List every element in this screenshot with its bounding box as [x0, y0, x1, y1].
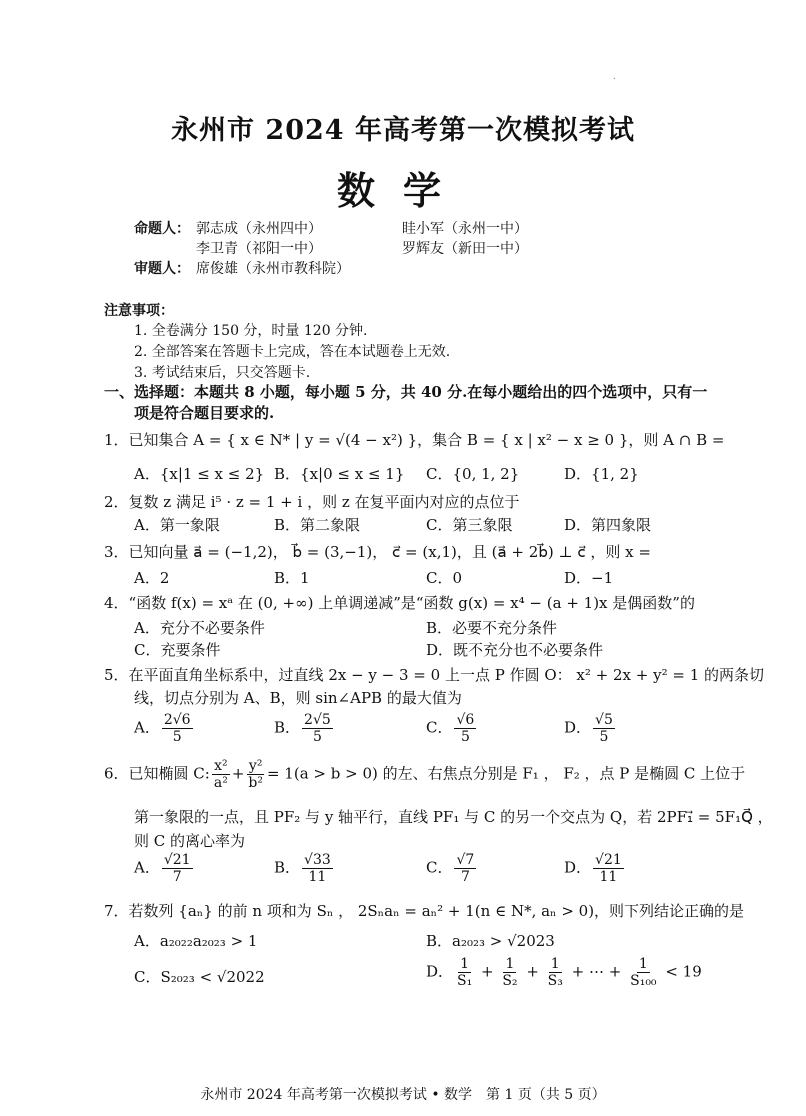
q5-b-denominator: 5 — [312, 729, 322, 746]
author-3: 李卫青（祁阳一中） — [196, 241, 322, 257]
q6-d-denominator: 11 — [599, 869, 618, 886]
q7-option-d-label: D． — [426, 962, 454, 981]
q4-stem: 4．“函数 f(x) = xᵃ 在 (0, +∞) 上单调递减”是“函数 g(x) = x⁴ − (a + 1)x 是偶函数”的 — [104, 594, 695, 612]
q2-stem: 2．复数 z 满足 i⁵ · z = 1 + i ，则 z 在复平面内对应的点位于 — [104, 493, 520, 511]
q7-d-term-3-denominator: S₃ — [547, 973, 563, 990]
q6-plus-sign: + — [231, 764, 245, 783]
q5-option-c-label: C． — [426, 718, 453, 737]
q5-b-numerator: 2√5 — [304, 712, 331, 728]
q6-option-d — [564, 852, 626, 885]
exam-subject: 数学 — [336, 168, 469, 213]
q6-y-numerator: y² — [248, 758, 263, 774]
q7-d-term-4-denominator: S₁₀₀ — [630, 973, 657, 990]
q5-option-a-fraction — [162, 712, 193, 745]
q5-option-c-fraction — [454, 712, 476, 745]
q6-option-b-label: B． — [274, 858, 301, 877]
q5-stem-line2: 线，切点分别为 A、B，则 sin∠APB 的最大值为 — [134, 689, 462, 707]
q1-stem: 1．已知集合 A = { x ∈ N* | y = √(4 − x²) }，集合 B = { x | x² − x ≥ 0 }，则 A ∩ B = — [104, 431, 725, 449]
q6-c-denominator: 7 — [460, 869, 470, 886]
notice-item-1: 1. 全卷满分 150 分，时量 120 分钟. — [134, 323, 368, 339]
author-4: 罗辉友（新田一中） — [402, 241, 528, 257]
q3-stem: 3．已知向量 a⃗ = (−1,2)， b⃗ = (3,−1)， c⃗ = (x,1)，且 (a⃗ + 2b⃗) ⊥ c⃗ ，则 x = — [104, 543, 651, 561]
q5-a-numerator: 2√6 — [163, 712, 191, 728]
q6-a-denominator: 7 — [172, 869, 182, 886]
q5-option-c — [426, 712, 478, 745]
q4-option-c: C．充要条件 — [134, 641, 221, 659]
q6-ellipse-y-term — [246, 758, 265, 791]
q7-d-term-2-numerator: 1 — [505, 956, 515, 972]
q7-d-term-3 — [546, 956, 565, 989]
q1-option-c: C．{0, 1, 2} — [426, 465, 520, 483]
q6-stem-line2: 第一象限的一点，且 PF₂ 与 y 轴平行，直线 PF₁ 与 C 的另一个交点为 Q，若 2PF₁⃗ = 5F₁Q⃗ ， — [134, 808, 773, 826]
q7-option-b: B．a₂₀₂₃ > √2023 — [426, 932, 555, 950]
q7-option-d: D． $\frac{1}{\text{S₁}}$ + $\frac{1}{\text{S₂}}$ + $\frac{1}{\text{S₃}}$ + ⋯ + $\frac{1}{\text{S₁₀₀}}$ < 19 — [426, 956, 702, 990]
q5-stem-line1: 5．在平面直角坐标系中，过直线 2x − y − 3 = 0 上一点 P 作圆 O： x² + 2x + y² = 1 的两条切 — [104, 666, 765, 684]
q6-option-b — [274, 852, 335, 885]
q6-stem-line3: 则 C 的离心率为 — [134, 832, 246, 850]
q7-d-term-2-denominator: S₂ — [502, 973, 518, 990]
q6-b-numerator: √33 — [304, 852, 331, 868]
q6-b-denominator: 11 — [308, 869, 327, 886]
scan-speck: · — [612, 74, 616, 85]
q5-option-a — [134, 712, 195, 745]
q5-c-numerator: √6 — [456, 712, 475, 728]
q4-option-d: D．既不充分也不必要条件 — [426, 641, 604, 659]
q6-ellipse-x-term — [212, 758, 230, 791]
section1-heading-cont: 项是符合题目要求的. — [134, 404, 275, 422]
q5-d-numerator: √5 — [595, 712, 613, 728]
q6-x-denominator: a² — [213, 775, 228, 792]
q2-option-b: B．第二象限 — [274, 516, 361, 534]
q3-option-d: D．−1 — [564, 569, 614, 587]
q6-a-numerator: √21 — [163, 852, 191, 868]
q6-stem-suffix: = 1(a > b > 0) 的左、右焦点分别是 F₁ ， F₂ ，点 P 是椭圆 C 上位于 — [266, 764, 746, 783]
q7-option-a: A．a₂₀₂₂a₂₀₂₃ > 1 — [134, 932, 258, 950]
q5-option-b-label: B． — [274, 718, 301, 737]
q6-option-b-fraction — [302, 852, 333, 885]
q4-option-a: A．充分不必要条件 — [134, 619, 265, 637]
q7-d-term-1 — [455, 956, 474, 989]
reviewer-1: 席俊雄（永州市教科院） — [196, 261, 350, 277]
notice-item-3: 3. 考试结束后，只交答题卡. — [134, 365, 311, 381]
q6-option-d-label: D． — [564, 858, 592, 877]
q6-x-numerator: x² — [214, 758, 228, 774]
notice-title: 注意事项： — [104, 303, 174, 319]
q6-c-numerator: √7 — [456, 852, 475, 868]
q3-option-a: A．2 — [134, 569, 170, 587]
q7-d-term-3-numerator: 1 — [550, 956, 560, 972]
q1-option-d: D．{1, 2} — [564, 465, 639, 483]
review-label: 审题人： — [134, 261, 190, 277]
q5-option-b-fraction — [302, 712, 333, 745]
q7-option-c: C．S₂₀₂₃ < √2022 — [134, 968, 265, 986]
exam-title: 永州市 2024 年高考第一次模拟考试 — [171, 115, 635, 146]
q5-d-denominator: 5 — [599, 729, 609, 746]
q1-option-b: B．{x|0 ≤ x ≤ 1} — [274, 465, 405, 483]
q2-option-c: C．第三象限 — [426, 516, 513, 534]
q6-stem-line1 — [104, 758, 745, 791]
propose-label: 命题人： — [134, 221, 190, 237]
q6-option-a-fraction — [162, 852, 193, 885]
q6-option-a-label: A． — [134, 858, 160, 877]
q3-option-c: C．0 — [426, 569, 463, 587]
q6-stem-prefix: 6．已知椭圆 C: — [104, 764, 210, 783]
q6-option-a — [134, 852, 195, 885]
q1-option-a: A．{x|1 ≤ x ≤ 2} — [134, 465, 265, 483]
q2-option-a: A．第一象限 — [134, 516, 220, 534]
q5-option-d-fraction — [593, 712, 615, 745]
author-2: 眭小军（永州一中） — [402, 221, 528, 237]
q5-option-d-label: D． — [564, 718, 592, 737]
q7-d-term-4-numerator: 1 — [638, 956, 648, 972]
q5-option-b — [274, 712, 335, 745]
q7-d-term-2 — [500, 956, 519, 989]
q6-option-c-label: C． — [426, 858, 453, 877]
q4-option-b: B．必要不充分条件 — [426, 619, 558, 637]
q5-c-denominator: 5 — [460, 729, 470, 746]
q3-option-b: B．1 — [274, 569, 310, 587]
q6-option-c-fraction — [454, 852, 476, 885]
q7-d-term-1-denominator: S₁ — [457, 973, 473, 990]
q6-option-d-fraction — [593, 852, 624, 885]
q7-d-term-1-numerator: 1 — [460, 956, 470, 972]
section1-heading: 一、选择题：本题共 8 小题，每小题 5 分，共 40 分.在每小题给出的四个选项中，只有一 — [104, 383, 708, 401]
q6-y-denominator: b² — [248, 775, 263, 792]
q5-option-d — [564, 712, 617, 745]
q6-d-numerator: √21 — [595, 852, 622, 868]
q6-option-c — [426, 852, 478, 885]
q7-d-inequality: < 19 — [665, 962, 702, 981]
author-1: 郭志成（永州四中） — [196, 221, 322, 237]
q7-d-ellipsis: + ⋯ + — [571, 962, 622, 981]
q7-d-term-4 — [628, 956, 658, 989]
page-footer: 永州市 2024 年高考第一次模拟考试 • 数学 第 1 页（共 5 页） — [200, 1087, 606, 1103]
q2-option-d: D．第四象限 — [564, 516, 652, 534]
q5-option-a-label: A． — [134, 718, 160, 737]
q5-a-denominator: 5 — [172, 729, 182, 746]
q7-stem: 7．若数列 {aₙ} 的前 n 项和为 Sₙ ， 2Sₙaₙ = aₙ² + 1(n ∈ N*, aₙ > 0)，则下列结论正确的是 — [104, 902, 745, 920]
notice-item-2: 2. 全部答案在答题卡上完成，答在本试题卷上无效. — [134, 344, 451, 360]
